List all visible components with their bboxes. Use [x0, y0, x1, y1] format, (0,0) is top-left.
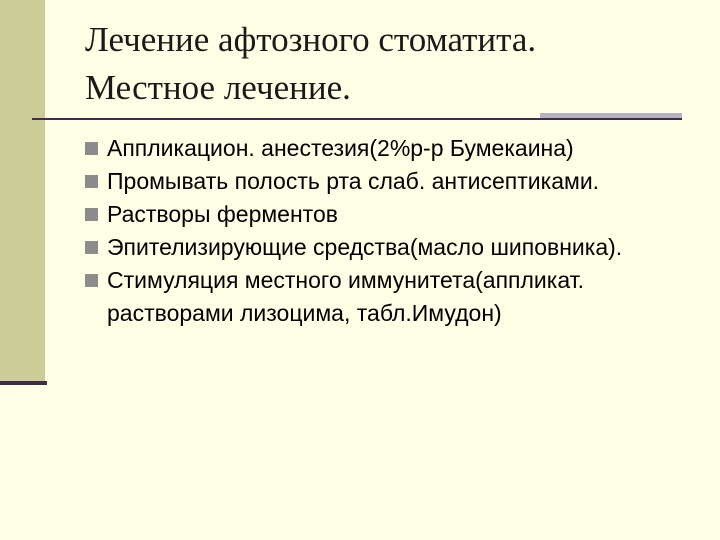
bullet-list [85, 132, 695, 330]
square-bullet-icon [85, 208, 98, 221]
left-band-underline [0, 381, 47, 385]
square-bullet-icon [85, 274, 98, 287]
slide-title-line-2: Местное лечение. [85, 68, 351, 107]
list-item [85, 264, 695, 330]
square-bullet-icon [85, 241, 98, 254]
left-decorative-band [0, 0, 45, 383]
list-item [85, 231, 695, 264]
list-item [85, 132, 695, 165]
list-item-text: Аппликацион. анестезия(2%р-р Бумекаина) [107, 135, 574, 161]
square-bullet-icon [85, 142, 98, 155]
list-item-text: Растворы ферментов [107, 201, 338, 227]
list-item-text: Стимуляция местного иммунитета(аппликат. растворами лизоцима, табл.Имудон) [107, 267, 585, 326]
title-divider [32, 118, 682, 120]
slide-title [85, 16, 685, 112]
list-item [85, 198, 695, 231]
list-item-text: Эпителизирующие средства(масло шиповника). [107, 234, 623, 260]
list-item-text: Промывать полость рта слаб. антисептиками. [107, 168, 600, 194]
list-item [85, 165, 695, 198]
slide-title-line-1: Лечение афтозного стоматита. [85, 20, 537, 59]
square-bullet-icon [85, 175, 98, 188]
